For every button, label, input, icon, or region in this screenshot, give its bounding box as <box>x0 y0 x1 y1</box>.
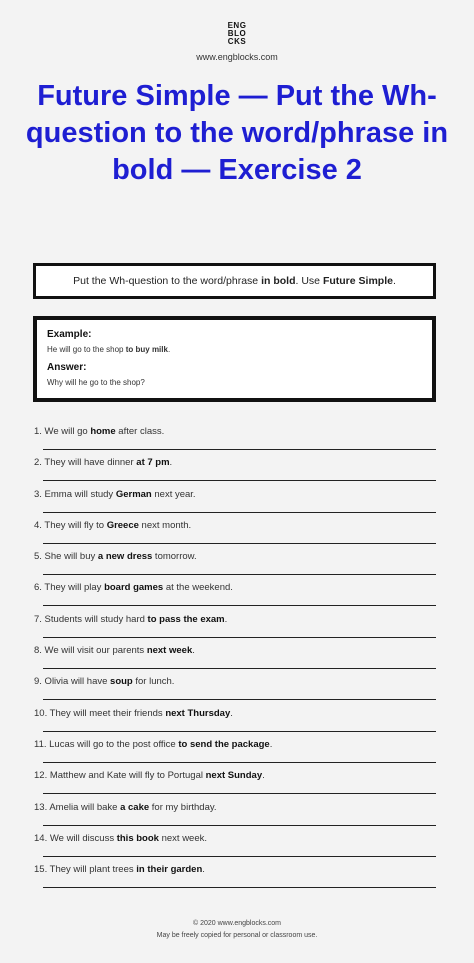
question-bold: a cake <box>120 801 150 813</box>
question-bold: next week <box>146 645 193 657</box>
question-item <box>0 457 474 488</box>
question-list <box>0 426 474 895</box>
question-text <box>34 457 172 468</box>
instructions-bold: in bold <box>261 275 296 287</box>
question-part: next week. <box>158 832 208 844</box>
instructions-box <box>33 263 436 299</box>
question-text <box>34 645 195 656</box>
site-url: www.engblocks.com <box>196 52 278 62</box>
question-part: 3. Emma will study <box>34 488 116 500</box>
question-part: after class. <box>115 426 165 437</box>
question-part: . <box>230 707 233 719</box>
question-text <box>34 614 227 625</box>
engblocks-logo <box>222 22 252 46</box>
question-part: 10. They will meet their friends <box>34 707 166 719</box>
answer-line[interactable] <box>43 825 436 826</box>
example-label: Example: <box>47 329 92 340</box>
question-part: 5. She will buy <box>34 551 98 563</box>
question-item <box>0 708 474 739</box>
page-title: Future Simple — Put the Wh-question to the word/phrase in bold — Exercise 2 <box>25 80 449 186</box>
question-part: 14. We will discuss <box>34 832 117 844</box>
question-part: next year. <box>151 488 196 500</box>
question-item <box>0 770 474 801</box>
answer-line[interactable] <box>43 856 436 857</box>
answer-line[interactable] <box>43 762 436 763</box>
question-part: . <box>262 770 265 782</box>
question-bold: next Thursday <box>165 707 231 719</box>
question-part: . <box>192 645 195 657</box>
question-item <box>0 833 474 864</box>
question-part: 12. Matthew and Kate will fly to Portugal <box>34 770 206 782</box>
instructions-part: . Use <box>295 275 323 287</box>
question-part: tomorrow. <box>152 551 197 563</box>
question-part: at the weekend. <box>163 582 233 594</box>
question-part: . <box>224 613 228 625</box>
instructions-text <box>73 275 396 287</box>
example-bold: to buy milk <box>125 345 168 354</box>
question-text <box>34 864 205 875</box>
answer-line[interactable] <box>43 543 436 544</box>
answer-line[interactable] <box>43 637 436 638</box>
example-text: He will go to the shop <box>47 345 126 354</box>
answer-line[interactable] <box>43 605 436 606</box>
question-bold: soup <box>110 676 133 688</box>
question-item <box>0 676 474 707</box>
question-bold: Greece <box>106 519 139 531</box>
example-sentence <box>47 345 422 354</box>
question-text <box>34 426 164 437</box>
question-item <box>0 645 474 676</box>
question-bold: board games <box>104 582 164 594</box>
question-text <box>34 833 207 844</box>
question-bold: to send the package <box>178 738 270 750</box>
question-part: 13. Amelia will bake <box>34 801 121 813</box>
question-part: 6. They will play <box>34 582 105 594</box>
answer-line[interactable] <box>43 668 436 669</box>
question-bold: next Sunday <box>205 770 263 782</box>
question-item <box>0 739 474 770</box>
answer-line[interactable] <box>43 699 436 700</box>
question-part: . <box>202 864 205 876</box>
question-bold: to pass the exam <box>147 613 225 625</box>
question-item <box>0 582 474 613</box>
question-part: 15. They will plant trees <box>34 864 137 876</box>
question-part: for lunch. <box>132 676 175 688</box>
question-item <box>0 864 474 895</box>
footer-copyright: © 2020 www.engblocks.com <box>192 920 282 927</box>
question-bold: German <box>115 488 152 500</box>
question-part: 7. Students will study hard <box>34 613 148 625</box>
question-part: for my birthday. <box>149 801 217 813</box>
answer-line[interactable] <box>43 512 436 513</box>
question-text <box>34 770 265 781</box>
question-part: 1. We will go <box>34 426 91 437</box>
logo-line: BLO <box>227 29 247 38</box>
instructions-part: Put the Wh-question to the word/phrase <box>73 275 262 287</box>
question-bold: this book <box>116 832 159 844</box>
question-text <box>34 676 174 687</box>
question-bold: a new dress <box>97 551 153 563</box>
instructions-part: . <box>392 275 396 287</box>
question-item <box>0 426 474 457</box>
footer-license: May be freely copied for personal or classroom use. <box>156 932 318 939</box>
logo-line: ENG <box>227 21 247 30</box>
question-bold: in their garden <box>136 864 203 876</box>
answer-line[interactable] <box>43 887 436 888</box>
instructions-bold: Future Simple <box>322 275 393 287</box>
question-text <box>34 739 272 750</box>
question-part: 9. Olivia will have <box>34 676 111 688</box>
question-text <box>34 708 233 719</box>
answer-label: Answer: <box>47 362 87 373</box>
question-text <box>34 802 217 813</box>
question-part: next month. <box>138 519 192 531</box>
answer-line[interactable] <box>43 449 436 450</box>
answer-line[interactable] <box>43 480 436 481</box>
question-text <box>34 489 196 500</box>
question-item <box>0 489 474 520</box>
question-item <box>0 802 474 833</box>
footer <box>0 918 474 942</box>
answer-line[interactable] <box>43 574 436 575</box>
question-part: 11. Lucas will go to the post office <box>34 738 179 750</box>
question-item <box>0 520 474 551</box>
question-part: . <box>169 457 173 469</box>
example-text: . <box>167 345 171 354</box>
question-part: . <box>269 738 273 750</box>
question-item <box>0 551 474 582</box>
answer-line[interactable] <box>43 793 436 794</box>
question-bold: home <box>90 426 116 437</box>
answer-line[interactable] <box>43 731 436 732</box>
example-box <box>33 316 436 402</box>
question-text <box>34 582 233 593</box>
question-text <box>34 520 191 531</box>
logo-line: CKS <box>227 37 247 46</box>
question-item <box>0 614 474 645</box>
question-text <box>34 551 197 562</box>
question-part: 2. They will have dinner <box>34 457 137 469</box>
answer-sentence: Why will he go to the shop? <box>47 378 145 387</box>
question-part: 4. They will fly to <box>34 519 107 531</box>
question-part: 8. We will visit our parents <box>34 645 147 657</box>
question-bold: at 7 pm <box>136 457 170 469</box>
